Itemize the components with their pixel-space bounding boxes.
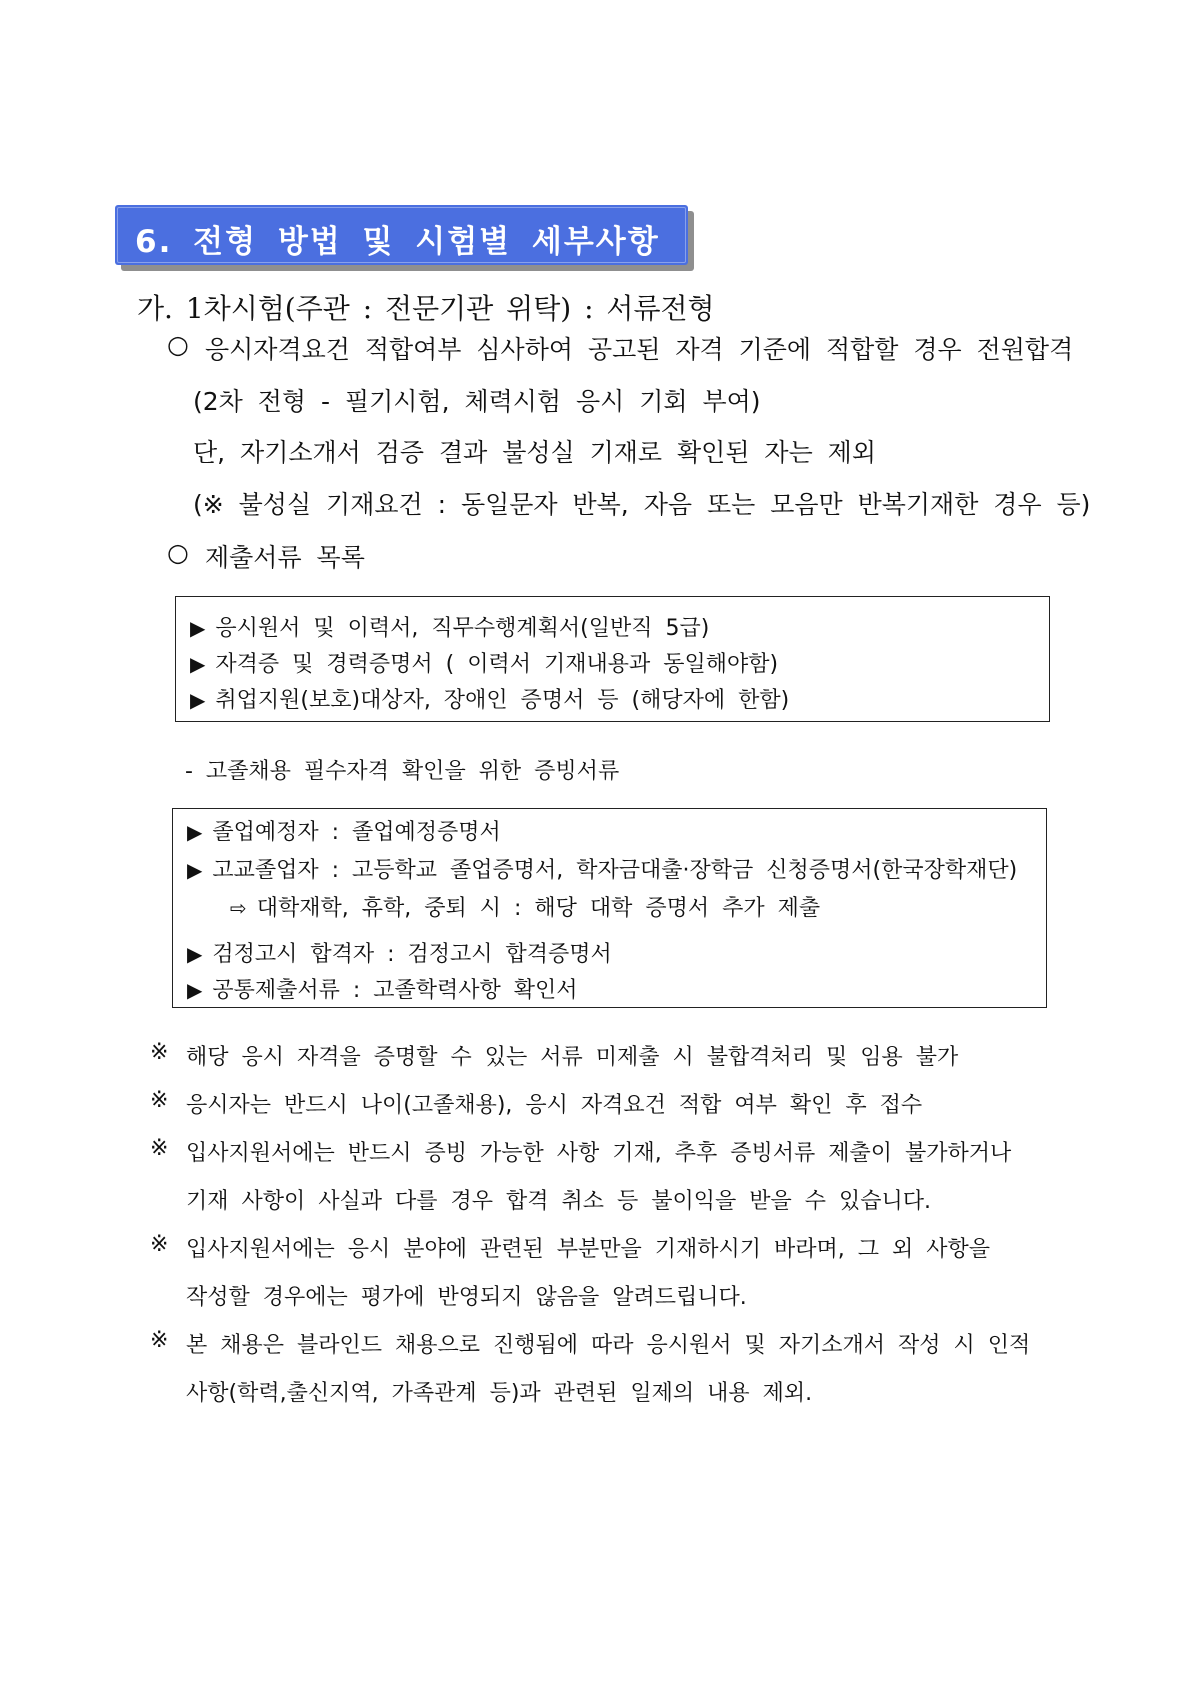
list-item-sub: ⇨ 대학재학, 휴학, 중퇴 시 : 해당 대학 증명서 추가 제출 [230, 896, 821, 921]
list-item: ▶ 검정고시 합격자 : 검정고시 합격증명서 [187, 942, 612, 967]
note-5-continued: 사항(학력,출신지역, 가족관계 등)과 관련된 일제의 내용 제외. [186, 1381, 813, 1406]
triangle-icon: ▶ [187, 858, 203, 882]
note-marker: ※ [150, 1088, 169, 1113]
list-item: ▶ 졸업예정자 : 졸업예정증명서 [187, 820, 501, 845]
bullet-1-line-2: 단, 자기소개서 검증 결과 불성실 기재로 확인된 자는 제외 [193, 438, 876, 467]
bullet-1-text: 응시자격요건 적합여부 심사하여 공고된 자격 기준에 적합할 경우 전원합격 [205, 335, 1074, 364]
note-marker: ※ [150, 1136, 169, 1161]
note-2: 응시자는 반드시 나이(고졸채용), 응시 자격요건 적합 여부 확인 후 접수 [186, 1093, 923, 1118]
bullet-1-line-3: (※ 불성실 기재요건 : 동일문자 반복, 자음 또는 모음만 반복기재한 경우 등) [193, 490, 1091, 519]
triangle-icon: ▶ [190, 688, 206, 712]
proof-document-box [172, 808, 1047, 1008]
triangle-icon: ▶ [187, 942, 203, 966]
note-marker: ※ [150, 1040, 169, 1065]
bullet-1-marker: ○ [167, 330, 189, 359]
bullet-1-line-1: (2차 전형 - 필기시험, 체력시험 응시 기회 부여) [193, 387, 761, 416]
note-marker: ※ [150, 1328, 169, 1353]
triangle-icon: ▶ [187, 820, 203, 844]
triangle-icon: ▶ [190, 652, 206, 676]
document-list-box [175, 596, 1050, 722]
list-item: ▶ 공통제출서류 : 고졸학력사항 확인서 [187, 978, 578, 1003]
note-5: 본 채용은 블라인드 채용으로 진행됨에 따라 응시원서 및 자기소개서 작성 시 인적 [186, 1333, 1031, 1358]
note-3-continued: 기재 사항이 사실과 다를 경우 합격 취소 등 불이익을 받을 수 있습니다. [186, 1189, 931, 1214]
list-item: ▶ 취업지원(보호)대상자, 장애인 증명서 등 (해당자에 한함) [190, 688, 790, 713]
bullet-2-text: 제출서류 목록 [205, 543, 365, 572]
note-1: 해당 응시 자격을 증명할 수 있는 서류 미제출 시 불합격처리 및 임용 불가 [186, 1045, 959, 1070]
sub-note: - 고졸채용 필수자격 확인을 위한 증빙서류 [185, 759, 620, 784]
right-arrow-icon: ⇨ [230, 896, 247, 920]
list-item: ▶ 응시원서 및 이력서, 직무수행계획서(일반직 5급) [190, 616, 710, 641]
section-title-box [115, 205, 688, 265]
note-marker: ※ [150, 1232, 169, 1257]
subsection-heading: 가. 1차시험(주관 : 전문기관 위탁) : 서류전형 [137, 292, 715, 325]
note-4-continued: 작성할 경우에는 평가에 반영되지 않음을 알려드립니다. [186, 1285, 747, 1310]
section-title: 6. 전형 방법 및 시험별 세부사항 [135, 224, 660, 260]
note-4: 입사지원서에는 응시 분야에 관련된 부분만을 기재하시기 바라며, 그 외 사항을 [186, 1237, 990, 1262]
triangle-icon: ▶ [187, 978, 203, 1002]
note-3: 입사지원서에는 반드시 증빙 가능한 사항 기재, 추후 증빙서류 제출이 불가하거나 [186, 1141, 1012, 1166]
list-item: ▶ 자격증 및 경력증명서 ( 이력서 기재내용과 동일해야함) [190, 652, 779, 677]
bullet-2-marker: ○ [167, 538, 189, 567]
list-item: ▶ 고교졸업자 : 고등학교 졸업증명서, 학자금대출·장학금 신청증명서(한국장학재단) [187, 858, 1018, 883]
triangle-icon: ▶ [190, 616, 206, 640]
